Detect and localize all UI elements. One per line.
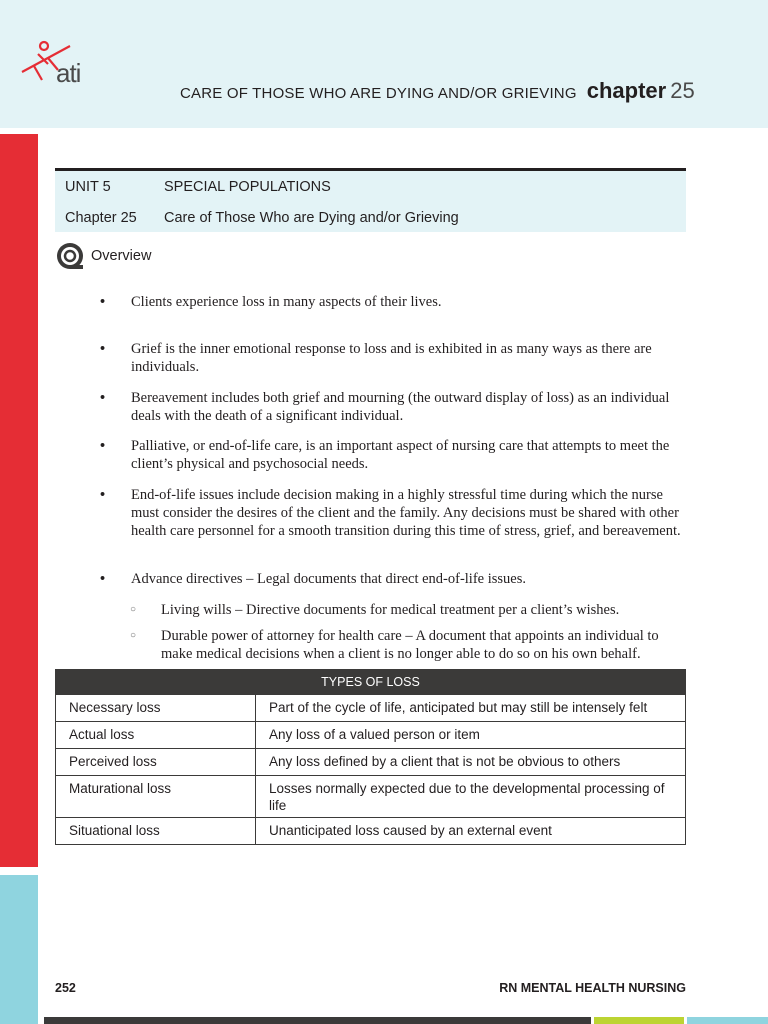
- footer-bar-dark: [44, 1017, 591, 1024]
- bullet-item: • Grief is the inner emotional response to loss and is exhibited in as many ways as there are individuals.: [131, 340, 688, 376]
- sub-bullet-item: ○ Durable power of attorney for health care – A document that appoints an individual to make medical decisions when a client is no longer able to do so on his own behalf.: [161, 627, 688, 663]
- loss-description-cell: Part of the cycle of life, anticipated but may still be intensely felt: [256, 695, 686, 722]
- unit-row: [65, 179, 331, 195]
- bullet-item: • Bereavement includes both grief and mourning (the outward display of loss) as an individual deals with the death of a significant individual.: [131, 389, 688, 425]
- side-accent-red: [0, 134, 38, 867]
- chapter-label: Chapter 25: [65, 210, 137, 226]
- loss-type-cell: Situational loss: [56, 818, 256, 845]
- loss-description-cell: Any loss defined by a client that is not be obvious to others: [256, 749, 686, 776]
- table-row: [56, 749, 686, 776]
- chapter-row: [65, 210, 459, 226]
- unit-box: [55, 168, 686, 232]
- sub-bullet-item: ○ Living wills – Directive documents for medical treatment per a client’s wishes.: [161, 601, 688, 619]
- bullet-item: • Palliative, or end-of-life care, is an important aspect of nursing care that attempts to meet the client’s physical and psychosocial needs.: [131, 437, 688, 473]
- page-number: 252: [55, 981, 76, 995]
- types-of-loss-table: [55, 669, 686, 845]
- table-row: [56, 695, 686, 722]
- loss-type-cell: Necessary loss: [56, 695, 256, 722]
- overview-label: Overview: [91, 248, 152, 264]
- loss-description-cell: Any loss of a valued person or item: [256, 722, 686, 749]
- overview-icon: [55, 241, 85, 271]
- bullet-item: • End-of-life issues include decision making in a highly stressful time during which the nurse must consider the desires of the client and the family. Any decisions must be shared with other health care personnel for a smooth transition during this time of stress, grief, and bereavement.: [131, 486, 688, 540]
- bullet-item: • Clients experience loss in many aspects of their lives.: [131, 293, 688, 311]
- chapter-heading: [180, 78, 695, 108]
- footer-bar-blue: [687, 1017, 768, 1024]
- chapter-word: chapter: [586, 78, 667, 103]
- loss-type-cell: Actual loss: [56, 722, 256, 749]
- loss-description-cell: Losses normally expected due to the developmental processing of life: [256, 776, 686, 818]
- book-title: RN MENTAL HEALTH NURSING: [499, 981, 686, 995]
- unit-title: SPECIAL POPULATIONS: [164, 179, 331, 195]
- loss-type-cell: Maturational loss: [56, 776, 256, 818]
- side-accent-blue: [0, 875, 38, 1024]
- table-header-row: [56, 670, 686, 695]
- loss-description-cell: Unanticipated loss caused by an external event: [256, 818, 686, 845]
- bullet-item: • Advance directives – Legal documents that direct end-of-life issues.: [131, 570, 688, 588]
- table-row: [56, 818, 686, 845]
- footer-bar-green: [594, 1017, 684, 1024]
- header-band: [0, 0, 768, 128]
- table-header: TYPES OF LOSS: [56, 670, 686, 695]
- logo-text: ati: [56, 58, 81, 88]
- table-row: [56, 776, 686, 818]
- table-row: [56, 722, 686, 749]
- loss-type-cell: Perceived loss: [56, 749, 256, 776]
- unit-label: UNIT 5: [65, 179, 111, 195]
- chapter-full-title: Care of Those Who are Dying and/or Grieving: [164, 210, 459, 226]
- chapter-heading-title: CARE OF THOSE WHO ARE DYING AND/OR GRIEVING: [180, 85, 577, 102]
- chapter-number: 25: [670, 78, 695, 103]
